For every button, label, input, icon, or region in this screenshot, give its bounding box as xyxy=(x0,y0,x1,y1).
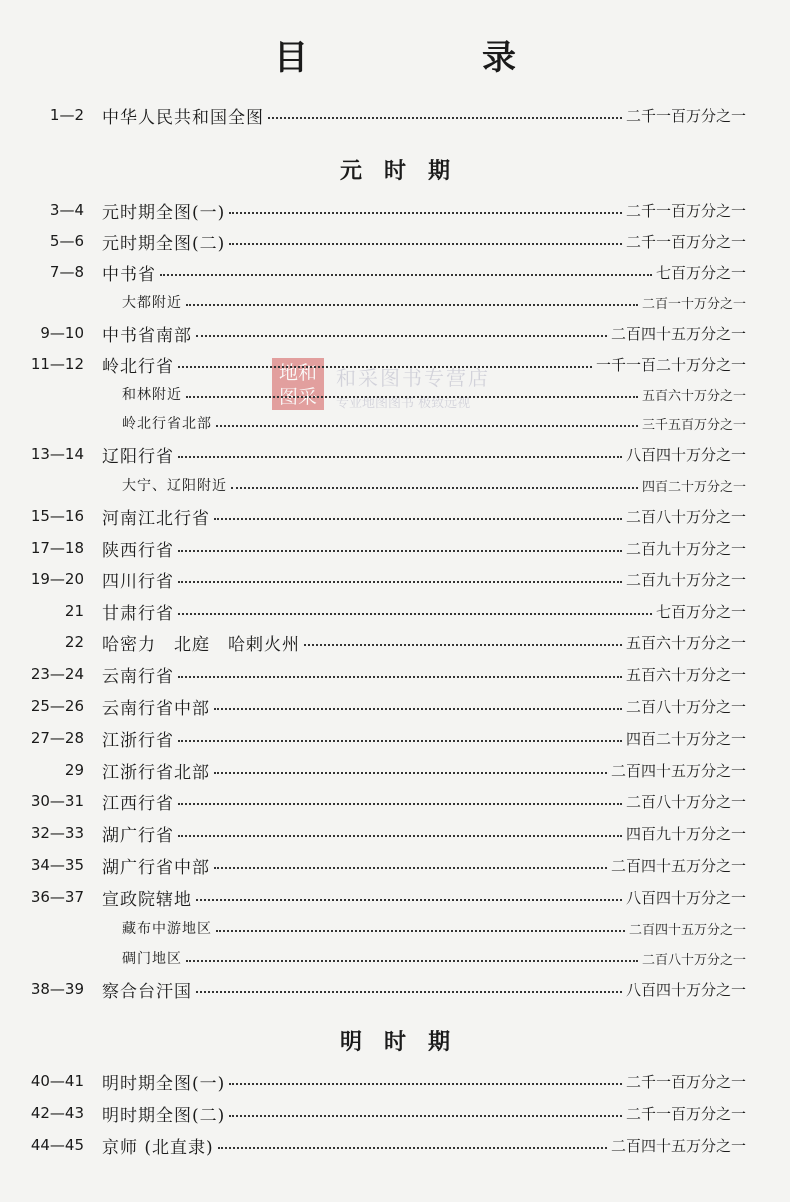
toc-page-range: 44—45 xyxy=(30,1136,84,1154)
toc-scale: 七百万分之一 xyxy=(655,602,746,621)
toc-entry[interactable] xyxy=(0,226,790,256)
toc-scale: 八百四十万分之一 xyxy=(625,980,746,999)
toc-subentry[interactable] xyxy=(0,913,790,943)
toc-leader-dots xyxy=(231,487,638,489)
toc-subentry[interactable] xyxy=(0,470,790,500)
toc-leader-dots xyxy=(196,335,607,337)
toc-subentry[interactable] xyxy=(0,943,790,973)
toc-scale: 四百九十万分之一 xyxy=(625,824,746,843)
toc-leader-dots xyxy=(216,930,625,932)
toc-subentry[interactable] xyxy=(0,379,790,409)
toc-page-range: 21 xyxy=(64,602,84,620)
toc-page-range: 7—8 xyxy=(49,263,84,281)
toc-map-title: 中书省 xyxy=(102,264,156,285)
toc-entry[interactable] xyxy=(0,596,790,626)
toc-scale: 二百九十万分之一 xyxy=(625,539,746,558)
toc-leader-dots xyxy=(229,212,622,214)
toc-scale: 二百九十万分之一 xyxy=(625,570,746,589)
watermark-shop-name: 和采图书专营店 xyxy=(336,366,490,390)
toc-scale: 二百八十万分之一 xyxy=(625,792,746,811)
toc-page-range: 15—16 xyxy=(30,507,84,525)
toc-entry[interactable] xyxy=(0,257,790,287)
toc-page-range: 11—12 xyxy=(30,355,84,373)
toc-entry[interactable] xyxy=(0,318,790,348)
toc-map-title: 湖广行省 xyxy=(102,825,174,846)
toc-page-range: 42—43 xyxy=(30,1104,84,1122)
toc-map-title: 明时期全图(二) xyxy=(102,1105,226,1126)
toc-leader-dots xyxy=(178,366,592,368)
toc-page-range: 32—33 xyxy=(30,824,84,842)
toc-entry[interactable] xyxy=(0,691,790,721)
toc-map-title: 江浙行省北部 xyxy=(102,762,210,783)
toc-page-range: 17—18 xyxy=(30,539,84,557)
toc-scale: 五百六十万分之一 xyxy=(641,388,746,404)
toc-scale: 二千一百万分之一 xyxy=(625,106,746,125)
toc-leader-dots xyxy=(186,960,638,962)
toc-leader-dots xyxy=(218,1147,607,1149)
toc-leader-dots xyxy=(186,396,638,398)
toc-map-title: 元时期全图(二) xyxy=(102,233,226,254)
toc-map-title: 京师 (北直隶) xyxy=(102,1137,214,1158)
toc-scale: 二百四十五万分之一 xyxy=(610,324,746,343)
toc-page-range: 23—24 xyxy=(30,665,84,683)
toc-leader-dots xyxy=(178,456,622,458)
toc-scale: 三千五百万分之一 xyxy=(641,417,746,433)
toc-page-range: 38—39 xyxy=(30,980,84,998)
toc-leader-dots xyxy=(178,835,622,837)
toc-page-range: 5—6 xyxy=(49,232,84,250)
toc-scale: 二千一百万分之一 xyxy=(625,201,746,220)
toc-scale: 一千一百二十万分之一 xyxy=(595,355,746,374)
toc-entry[interactable] xyxy=(0,850,790,880)
toc-entry[interactable] xyxy=(0,786,790,816)
toc-leader-dots xyxy=(214,518,622,520)
toc-scale: 二百八十万分之一 xyxy=(625,507,746,526)
toc-map-title: 大宁、辽阳附近 xyxy=(122,478,227,494)
toc-map-title: 辽阳行省 xyxy=(102,446,174,467)
toc-leader-dots xyxy=(178,740,622,742)
toc-leader-dots xyxy=(214,772,607,774)
toc-map-title: 宣政院辖地 xyxy=(102,889,192,910)
toc-entry[interactable] xyxy=(0,195,790,225)
toc-entry[interactable] xyxy=(0,627,790,657)
toc-entry[interactable] xyxy=(0,818,790,848)
toc-entry[interactable] xyxy=(0,564,790,594)
toc-page-range: 27—28 xyxy=(30,729,84,747)
toc-leader-dots xyxy=(229,1083,622,1085)
toc-entry[interactable] xyxy=(0,1130,790,1160)
toc-entry[interactable] xyxy=(0,349,790,379)
toc-leader-dots xyxy=(178,581,622,583)
toc-map-title: 大都附近 xyxy=(122,295,182,311)
section-title-ming: 明时期 xyxy=(339,1030,472,1055)
toc-entry[interactable] xyxy=(0,882,790,912)
toc-leader-dots xyxy=(196,899,622,901)
toc-leader-dots xyxy=(268,117,622,119)
toc-entry[interactable] xyxy=(0,974,790,1004)
toc-map-title: 甘肃行省 xyxy=(102,603,174,624)
toc-map-title: 岭北行省北部 xyxy=(122,416,212,432)
toc-entry[interactable] xyxy=(0,755,790,785)
toc-entry[interactable] xyxy=(0,659,790,689)
toc-leader-dots xyxy=(178,676,622,678)
watermark-slogan: 专业地图图书 极致远视 xyxy=(336,396,471,411)
toc-map-title: 中华人民共和国全图 xyxy=(102,107,264,128)
toc-map-title: 岭北行省 xyxy=(102,356,174,377)
toc-page-range: 25—26 xyxy=(30,697,84,715)
toc-map-title: 察合台汗国 xyxy=(102,981,192,1002)
toc-leader-dots xyxy=(196,991,622,993)
toc-map-title: 藏布中游地区 xyxy=(122,921,212,937)
toc-scale: 二百四十五万分之一 xyxy=(610,856,746,875)
toc-map-title: 江西行省 xyxy=(102,793,174,814)
toc-page-range: 29 xyxy=(64,761,84,779)
toc-map-title: 和林附近 xyxy=(122,387,182,403)
toc-leader-dots xyxy=(214,708,622,710)
toc-scale: 五百六十万分之一 xyxy=(625,665,746,684)
toc-scale: 四百二十万分之一 xyxy=(625,729,746,748)
toc-leader-dots xyxy=(178,803,622,805)
toc-entry[interactable] xyxy=(0,439,790,469)
toc-leader-dots xyxy=(178,550,622,552)
toc-page-range: 36—37 xyxy=(30,888,84,906)
toc-page-range: 9—10 xyxy=(40,324,84,342)
toc-map-title: 四川行省 xyxy=(102,571,174,592)
toc-page-range: 30—31 xyxy=(30,792,84,810)
toc-entry[interactable] xyxy=(0,723,790,753)
toc-leader-dots xyxy=(186,304,638,306)
toc-leader-dots xyxy=(229,243,622,245)
toc-map-title: 哈密力 北庭 哈剌火州 xyxy=(102,634,300,655)
toc-scale: 二百八十万分之一 xyxy=(625,697,746,716)
toc-map-title: 元时期全图(一) xyxy=(102,202,226,223)
toc-scale: 二百四十五万分之一 xyxy=(628,922,746,938)
toc-scale: 八百四十万分之一 xyxy=(625,445,746,464)
toc-leader-dots xyxy=(304,644,622,646)
watermark-seal: 地和图采 xyxy=(272,358,324,410)
toc-page-range: 40—41 xyxy=(30,1072,84,1090)
toc-scale: 七百万分之一 xyxy=(655,263,746,282)
toc-map-title: 陕西行省 xyxy=(102,540,174,561)
toc-scale: 二百四十五万分之一 xyxy=(610,1136,746,1155)
toc-entry[interactable] xyxy=(0,533,790,563)
toc-page-range: 13—14 xyxy=(30,445,84,463)
toc-scale: 二百四十五万分之一 xyxy=(610,761,746,780)
toc-entry[interactable] xyxy=(0,100,790,130)
toc-entry[interactable] xyxy=(0,501,790,531)
toc-leader-dots xyxy=(178,613,652,615)
toc-map-title: 明时期全图(一) xyxy=(102,1073,226,1094)
toc-leader-dots xyxy=(229,1115,622,1117)
toc-scale: 二千一百万分之一 xyxy=(625,232,746,251)
toc-page-range: 1—2 xyxy=(49,106,84,124)
toc-page-range: 3—4 xyxy=(49,201,84,219)
toc-subentry[interactable] xyxy=(0,287,790,317)
toc-map-title: 江浙行省 xyxy=(102,730,174,751)
page-title: 目 录 xyxy=(274,38,586,78)
toc-scale: 二千一百万分之一 xyxy=(625,1104,746,1123)
toc-leader-dots xyxy=(214,867,607,869)
toc-map-title: 碉门地区 xyxy=(122,951,182,967)
toc-scale: 四百二十万分之一 xyxy=(641,479,746,495)
toc-leader-dots xyxy=(216,425,638,427)
toc-map-title: 湖广行省中部 xyxy=(102,857,210,878)
toc-scale: 二千一百万分之一 xyxy=(625,1072,746,1091)
section-title-yuan: 元时期 xyxy=(339,159,472,184)
toc-scale: 八百四十万分之一 xyxy=(625,888,746,907)
toc-entry[interactable] xyxy=(0,1098,790,1128)
toc-map-title: 云南行省中部 xyxy=(102,698,210,719)
toc-subentry[interactable] xyxy=(0,408,790,438)
toc-entry[interactable] xyxy=(0,1066,790,1096)
toc-scale: 二百八十万分之一 xyxy=(641,952,746,968)
toc-map-title: 云南行省 xyxy=(102,666,174,687)
toc-scale: 五百六十万分之一 xyxy=(625,633,746,652)
toc-page-range: 22 xyxy=(64,633,84,651)
toc-scale: 二百一十万分之一 xyxy=(641,296,746,312)
toc-page-range: 19—20 xyxy=(30,570,84,588)
toc-map-title: 中书省南部 xyxy=(102,325,192,346)
toc-leader-dots xyxy=(160,274,652,276)
toc-map-title: 河南江北行省 xyxy=(102,508,210,529)
toc-page-range: 34—35 xyxy=(30,856,84,874)
